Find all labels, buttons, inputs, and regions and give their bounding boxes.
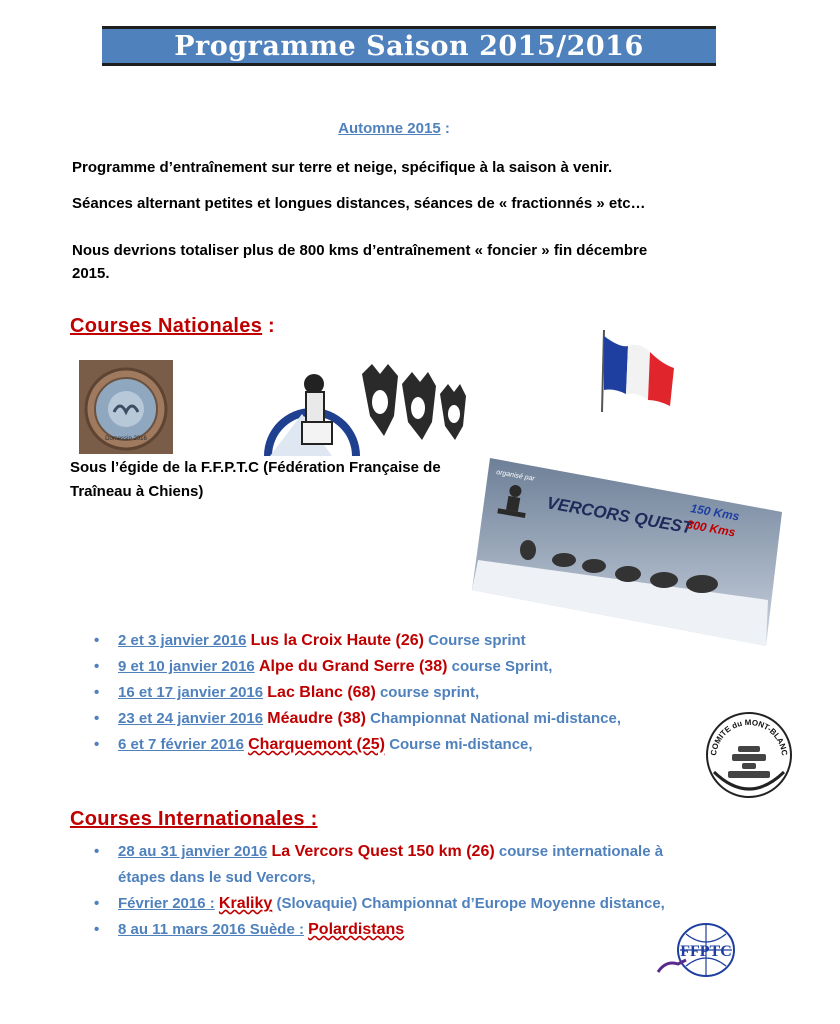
autumn-heading-colon: : <box>440 120 450 137</box>
ffptc-logo <box>656 920 740 980</box>
race-place: Kraliky <box>218 895 273 912</box>
autumn-paragraph-2: Séances alternant petites et longues distances, séances de « fractionnés » etc… <box>72 195 646 212</box>
autumn-paragraph-1: Programme d’entraînement sur terre et neige, spécifique à la saison à venir. <box>72 159 613 176</box>
race-date: 9 et 10 janvier 2016 <box>118 658 255 675</box>
autumn-paragraph-3: Nous devrions totaliser plus de 800 kms d’entraînement « foncier » fin décembre 2015. <box>72 242 648 282</box>
national-caption: Sous l’égide de la F.F.P.T.C (Fédération Française de Traîneau à Chiens) <box>70 459 441 500</box>
race-date: 23 et 24 janvier 2016 <box>118 710 264 727</box>
race-desc: course internationale à étapes dans le sud Vercors, <box>118 843 664 886</box>
race-date: 6 et 7 février 2016 <box>118 736 244 753</box>
banner-tag: organisé par <box>495 469 536 483</box>
race-date: 16 et 17 janvier 2016 <box>118 684 264 701</box>
race-date: 8 au 11 mars 2016 Suède : <box>118 921 304 938</box>
race-desc: Course mi-distance, <box>389 736 533 753</box>
page-title: Programme Saison 2015/2016 <box>174 30 644 62</box>
international-heading: Courses Internationales <box>70 808 305 830</box>
banner-km2: 300 Kms <box>685 517 737 540</box>
national-races-list <box>94 628 694 758</box>
national-heading-line <box>70 315 275 338</box>
list-item <box>94 891 674 917</box>
national-heading: Courses Nationales <box>70 315 263 337</box>
comite-mont-blanc-logo <box>704 710 794 800</box>
list-item <box>94 839 674 891</box>
race-desc: course Sprint, <box>451 658 553 675</box>
race-desc: Course sprint <box>428 632 526 649</box>
international-heading-line <box>70 808 318 831</box>
autumn-heading-line <box>0 120 788 137</box>
race-desc: Championnat National mi-distance, <box>370 710 622 727</box>
race-place: Lus la Croix Haute (26) <box>250 632 424 649</box>
sled-dogs-logo <box>262 354 469 456</box>
national-heading-colon: : <box>262 315 275 337</box>
list-item <box>94 917 674 943</box>
race-place: Polardistans <box>308 921 405 938</box>
banner-km1: 150 Kms <box>689 501 741 524</box>
international-races-list <box>94 839 674 943</box>
list-item <box>94 732 694 758</box>
medal-text: Domessin 2016 <box>105 436 147 442</box>
race-place: Méaudre (38) <box>267 710 366 727</box>
race-place: Lac Blanc (68) <box>267 684 376 701</box>
autumn-heading: Automne 2015 <box>338 120 441 137</box>
race-desc: (Slovaquie) Championnat d’Europe Moyenne distance, <box>276 895 665 912</box>
race-date: 28 au 31 janvier 2016 <box>118 843 268 860</box>
medal-image <box>79 360 173 454</box>
list-item <box>94 680 694 706</box>
french-flag-image <box>600 328 680 414</box>
list-item <box>94 654 694 680</box>
list-item <box>94 628 694 654</box>
race-date: Février 2016 : <box>118 895 215 912</box>
page-title-bar <box>102 26 716 66</box>
banner-name: VERCORS QUEST <box>545 493 694 538</box>
comite-label: COMITE du MONT-BLANC <box>709 717 789 757</box>
ffptc-logo-text: FFPTC <box>680 943 732 960</box>
race-desc: course sprint, <box>379 684 480 701</box>
race-place: La Vercors Quest 150 km (26) <box>271 843 495 860</box>
race-place: Charquemont (25) <box>248 736 386 753</box>
list-item <box>94 706 694 732</box>
vercors-quest-banner <box>468 450 788 646</box>
international-heading-colon: : <box>304 808 318 830</box>
race-place: Alpe du Grand Serre (38) <box>258 658 448 675</box>
race-date: 2 et 3 janvier 2016 <box>118 632 247 649</box>
